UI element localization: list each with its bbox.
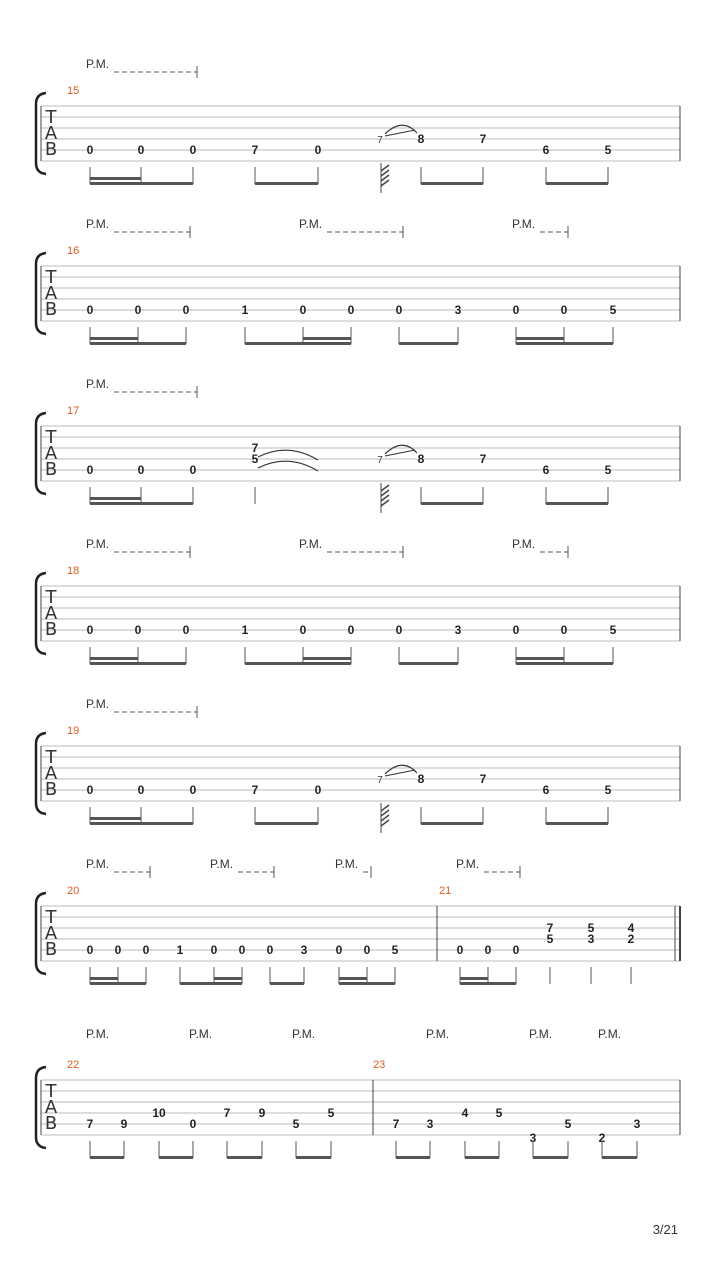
fret-number: 0 <box>210 943 218 957</box>
fret-number: 5 <box>604 143 612 157</box>
fret-number: 5 <box>609 303 617 317</box>
fret-number: 0 <box>182 303 190 317</box>
beam <box>533 1156 568 1159</box>
fret-number: 8 <box>417 452 425 466</box>
fret-number: 4 <box>461 1106 469 1120</box>
fret-number: 0 <box>189 1117 197 1131</box>
fret-number: 7 <box>479 132 487 146</box>
beam <box>159 1156 193 1159</box>
tab-clef-letter: B <box>44 459 58 480</box>
beam <box>270 982 304 985</box>
fret-number: 0 <box>512 623 520 637</box>
fret-number: 0 <box>314 783 322 797</box>
fret-number: 0 <box>137 143 145 157</box>
fret-number: 0 <box>142 943 150 957</box>
palm-mute-label: P.M. <box>86 57 110 71</box>
beam-secondary <box>303 657 351 660</box>
fret-number: 0 <box>182 623 190 637</box>
fret-number: 0 <box>189 143 197 157</box>
fret-number: 2 <box>598 1131 606 1145</box>
fret-number: 6 <box>542 783 550 797</box>
fret-number: 5 <box>604 463 612 477</box>
beam <box>90 502 193 505</box>
palm-mute-label: P.M. <box>210 857 234 871</box>
fret-number: 3 <box>426 1117 434 1131</box>
measure-number: 21 <box>439 885 452 897</box>
fret-number: 0 <box>134 303 142 317</box>
fret-number: 3 <box>300 943 308 957</box>
fret-number: 6 <box>542 463 550 477</box>
palm-mute-label: P.M. <box>86 857 110 871</box>
measure-number: 23 <box>373 1059 386 1071</box>
fret-number: 3 <box>454 303 462 317</box>
fret-number: 5 <box>251 452 259 466</box>
beam <box>516 662 613 665</box>
beam <box>90 1156 124 1159</box>
tab-clef-letter: A <box>44 763 58 784</box>
palm-mute-label: P.M. <box>86 697 110 711</box>
tab-clef-letter: B <box>44 619 58 640</box>
fret-number: 9 <box>120 1117 128 1131</box>
tab-clef-letter: T <box>45 587 57 608</box>
fret-number: 0 <box>238 943 246 957</box>
palm-mute-label: P.M. <box>299 537 323 551</box>
beam <box>460 982 516 985</box>
palm-mute-label: P.M. <box>529 1027 553 1041</box>
beam <box>546 182 608 185</box>
page-number: 3/21 <box>652 1222 678 1237</box>
measure-number: 22 <box>67 1059 80 1071</box>
beam <box>602 1156 637 1159</box>
palm-mute-label: P.M. <box>189 1027 213 1041</box>
tab-clef-letter: B <box>44 1113 58 1134</box>
fret-number: 7 <box>479 452 487 466</box>
fret-number: 5 <box>604 783 612 797</box>
fret-number: 7 <box>377 135 383 146</box>
tab-clef-letter: A <box>44 1097 58 1118</box>
fret-number: 7 <box>251 783 259 797</box>
slide-line <box>385 130 415 136</box>
tab-clef-letter: A <box>44 443 58 464</box>
fret-number: 2 <box>627 932 635 946</box>
beam-secondary <box>90 177 141 180</box>
fret-number: 5 <box>546 932 554 946</box>
fret-number: 3 <box>587 932 595 946</box>
measure-number: 16 <box>67 245 80 257</box>
beam-secondary <box>90 977 118 980</box>
fret-number: 9 <box>258 1106 266 1120</box>
fret-number: 0 <box>86 303 94 317</box>
fret-number: 7 <box>479 772 487 786</box>
beam <box>227 1156 262 1159</box>
fret-number: 0 <box>395 303 403 317</box>
fret-number: 0 <box>266 943 274 957</box>
fret-number: 0 <box>314 143 322 157</box>
fret-number: 0 <box>86 143 94 157</box>
measure-number: 15 <box>67 85 80 97</box>
fret-number: 0 <box>363 943 371 957</box>
beam-secondary <box>214 977 242 980</box>
slide-line <box>385 770 415 776</box>
palm-mute-label: P.M. <box>299 217 323 231</box>
tab-clef-letter: B <box>44 139 58 160</box>
tab-clef-letter: A <box>44 283 58 304</box>
measure-number: 17 <box>67 405 80 417</box>
beam-secondary <box>516 337 564 340</box>
fret-number: 0 <box>335 943 343 957</box>
beam-secondary <box>339 977 367 980</box>
fret-number: 7 <box>392 1117 400 1131</box>
fret-number: 0 <box>560 623 568 637</box>
fret-number: 0 <box>560 303 568 317</box>
fret-number: 1 <box>241 623 249 637</box>
fret-number: 5 <box>564 1117 572 1131</box>
palm-mute-label: P.M. <box>512 217 536 231</box>
beam-secondary <box>460 977 488 980</box>
tab-clef-letter: T <box>45 747 57 768</box>
fret-number: 0 <box>347 303 355 317</box>
beam <box>516 342 613 345</box>
beam <box>396 1156 430 1159</box>
tab-clef-letter: B <box>44 779 58 800</box>
fret-number: 0 <box>86 943 94 957</box>
tab-clef-letter: B <box>44 299 58 320</box>
beam-secondary <box>90 497 141 500</box>
palm-mute-label: P.M. <box>598 1027 622 1041</box>
tab-clef-letter: A <box>44 123 58 144</box>
tab-clef-letter: T <box>45 1081 57 1102</box>
palm-mute-label: P.M. <box>426 1027 450 1041</box>
tab-clef-letter: T <box>45 907 57 928</box>
fret-number: 0 <box>512 303 520 317</box>
fret-number: 0 <box>395 623 403 637</box>
beam <box>465 1156 499 1159</box>
palm-mute-label: P.M. <box>86 217 110 231</box>
measure-number: 18 <box>67 565 80 577</box>
fret-number: 7 <box>377 455 383 466</box>
fret-number: 1 <box>176 943 184 957</box>
fret-number: 0 <box>347 623 355 637</box>
beam <box>245 662 351 665</box>
tab-clef-letter: T <box>45 427 57 448</box>
fret-number: 5 <box>495 1106 503 1120</box>
fret-number: 3 <box>529 1131 537 1145</box>
beam <box>255 182 318 185</box>
beam <box>296 1156 331 1159</box>
fret-number: 1 <box>241 303 249 317</box>
beam <box>399 342 458 345</box>
tab-clef-letter: B <box>44 939 58 960</box>
fret-number: 5 <box>391 943 399 957</box>
palm-mute-label: P.M. <box>86 537 110 551</box>
beam <box>421 182 483 185</box>
fret-number: 3 <box>633 1117 641 1131</box>
beam <box>90 982 146 985</box>
beam <box>546 822 608 825</box>
measure-number: 19 <box>67 725 80 737</box>
fret-number: 0 <box>86 623 94 637</box>
tab-clef-letter: A <box>44 923 58 944</box>
palm-mute-label: P.M. <box>512 537 536 551</box>
palm-mute-label: P.M. <box>86 377 110 391</box>
fret-number: 0 <box>189 463 197 477</box>
palm-mute-label: P.M. <box>335 857 359 871</box>
beam <box>399 662 458 665</box>
fret-number: 0 <box>86 783 94 797</box>
beam <box>90 662 186 665</box>
palm-mute-label: P.M. <box>456 857 480 871</box>
beam <box>90 342 186 345</box>
fret-number: 8 <box>417 132 425 146</box>
fret-number: 0 <box>299 303 307 317</box>
fret-number: 0 <box>512 943 520 957</box>
fret-number: 7 <box>377 775 383 786</box>
fret-number: 6 <box>542 143 550 157</box>
tab-clef-letter: T <box>45 267 57 288</box>
palm-mute-label: P.M. <box>292 1027 316 1041</box>
fret-number: 7 <box>251 441 259 455</box>
tab-clef-letter: A <box>44 603 58 624</box>
fret-number: 5 <box>587 921 595 935</box>
fret-number: 8 <box>417 772 425 786</box>
beam <box>90 822 193 825</box>
beam-secondary <box>90 657 138 660</box>
beam <box>245 342 351 345</box>
beam <box>546 502 608 505</box>
fret-number: 0 <box>299 623 307 637</box>
beam <box>339 982 395 985</box>
slide-line <box>385 450 415 456</box>
beam-secondary <box>516 657 564 660</box>
palm-mute-label: P.M. <box>86 1027 110 1041</box>
fret-number: 4 <box>627 921 635 935</box>
fret-number: 5 <box>327 1106 335 1120</box>
beam <box>180 982 242 985</box>
fret-number: 5 <box>292 1117 300 1131</box>
fret-number: 7 <box>251 143 259 157</box>
beam <box>90 182 193 185</box>
fret-number: 7 <box>546 921 554 935</box>
beam <box>421 822 483 825</box>
beam <box>255 822 318 825</box>
beam-secondary <box>303 337 351 340</box>
fret-number: 0 <box>456 943 464 957</box>
fret-number: 7 <box>223 1106 231 1120</box>
fret-number: 0 <box>137 463 145 477</box>
beam-secondary <box>90 817 141 820</box>
fret-number: 0 <box>137 783 145 797</box>
fret-number: 0 <box>484 943 492 957</box>
fret-number: 0 <box>86 463 94 477</box>
fret-number: 10 <box>152 1106 166 1120</box>
fret-number: 7 <box>86 1117 94 1131</box>
measure-number: 20 <box>67 885 80 897</box>
fret-number: 0 <box>114 943 122 957</box>
fret-number: 0 <box>189 783 197 797</box>
tab-clef-letter: T <box>45 107 57 128</box>
fret-number: 5 <box>609 623 617 637</box>
fret-number: 0 <box>134 623 142 637</box>
beam-secondary <box>90 337 138 340</box>
fret-number: 3 <box>454 623 462 637</box>
beam <box>421 502 483 505</box>
